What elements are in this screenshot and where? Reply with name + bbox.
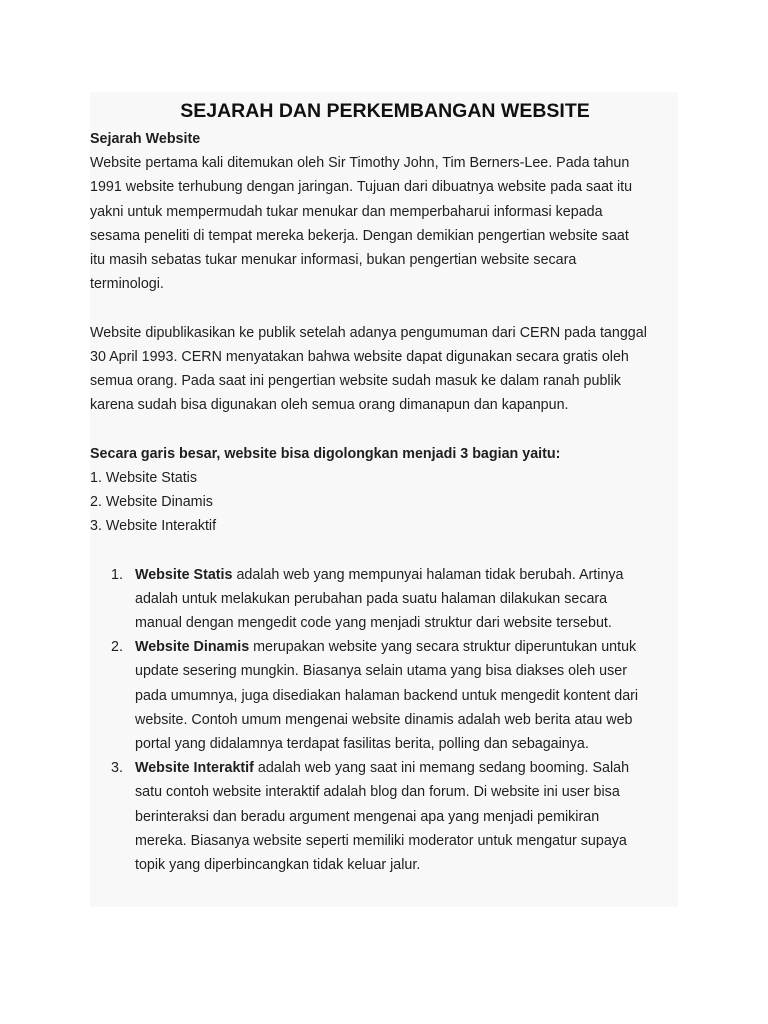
categories-list (90, 466, 680, 539)
list-number: 1. (111, 566, 123, 583)
paragraph-line: Website dipublikasikan ke publik setelah adanya pengumuman dari CERN pada tanggal (90, 324, 647, 341)
category-item-interaktif: 3. Website Interaktif (90, 518, 217, 535)
detail-item-dinamis (90, 635, 680, 756)
detail-item-interaktif (90, 756, 680, 877)
detail-term: Website Statis (135, 566, 233, 583)
paragraph-spacer (90, 417, 680, 441)
detail-text: merupakan website yang secara struktur diperuntukan untuk (249, 639, 637, 656)
history-paragraph-1 (90, 151, 680, 296)
detail-line: berinteraksi dan beradu argument mengenai apa yang menjadi pemikiran (135, 808, 600, 825)
paragraph-line: 30 April 1993. CERN menyatakan bahwa website dapat digunakan secara gratis oleh (90, 348, 629, 365)
category-item-dinamis: 2. Website Dinamis (90, 494, 213, 511)
paragraph-line: semua orang. Pada saat ini pengertian website sudah masuk ke dalam ranah publik (90, 373, 621, 390)
detail-first-line (135, 635, 680, 659)
detail-line: mereka. Biasanya website seperti memiliki moderator untuk mengatur supaya (135, 832, 627, 849)
detail-line: update sesering mungkin. Biasanya selain utama yang bisa diakses oleh user (135, 663, 627, 680)
detail-line: adalah untuk melakukan perubahan pada suatu halaman dilakukan secara (135, 590, 608, 607)
detail-item-statis (90, 563, 680, 636)
list-number: 2. (111, 639, 123, 656)
paragraph-line: sesama peneliti di tempat mereka bekerja. Dengan demikian pengertian website saat (90, 227, 629, 244)
detail-line: website. Contoh umum mengenai website dinamis adalah web berita atau web (135, 711, 633, 728)
detail-line: satu contoh website interaktif adalah blog dan forum. Di website ini user bisa (135, 784, 620, 801)
detail-term: Website Interaktif (135, 760, 254, 777)
detail-text: adalah web yang mempunyai halaman tidak berubah. Artinya (232, 566, 624, 583)
detail-line: pada umumnya, juga disediakan halaman backend untuk mengedit kontent dari (135, 687, 639, 704)
paragraph-line: Website pertama kali ditemukan oleh Sir Timothy John, Tim Berners-Lee. Pada tahun (90, 155, 630, 172)
category-item-statis: 1. Website Statis (90, 469, 198, 486)
detail-line: topik yang diperbincangkan tidak keluar jalur. (135, 857, 421, 874)
history-heading: Sejarah Website (90, 131, 201, 147)
document-content (90, 96, 680, 877)
detail-first-line (135, 563, 680, 587)
detail-list (90, 563, 680, 878)
paragraph-line: terminologi. (90, 276, 164, 293)
paragraph-line: 1991 website terhubung dengan jaringan. Tujuan dari dibuatnya website pada saat itu (90, 179, 633, 196)
paragraph-line: karena sudah bisa digunakan oleh semua orang dimanapun dan kapanpun. (90, 397, 569, 414)
history-paragraph-2 (90, 321, 680, 418)
paragraph-spacer (90, 538, 680, 562)
detail-line: manual dengan mengedit code yang menjadi struktur dari website tersebut. (135, 615, 612, 632)
categories-heading: Secara garis besar, website bisa digolongkan menjadi 3 bagian yaitu: (90, 445, 561, 462)
paragraph-spacer (90, 296, 680, 320)
paragraph-line: yakni untuk mempermudah tukar menukar dan memperbaharui informasi kepada (90, 203, 603, 220)
detail-text: adalah web yang saat ini memang sedang booming. Salah (253, 760, 630, 777)
detail-first-line (135, 756, 680, 780)
document-title: SEJARAH DAN PERKEMBANGAN WEBSITE (180, 100, 590, 122)
detail-term: Website Dinamis (135, 639, 250, 656)
paragraph-line: itu masih sebatas tukar menukar informasi, bukan pengertian website secara (90, 252, 577, 269)
detail-line: portal yang didalamnya terdapat fasilitas berita, polling dan sebagainya. (135, 736, 589, 753)
list-number: 3. (111, 760, 123, 777)
